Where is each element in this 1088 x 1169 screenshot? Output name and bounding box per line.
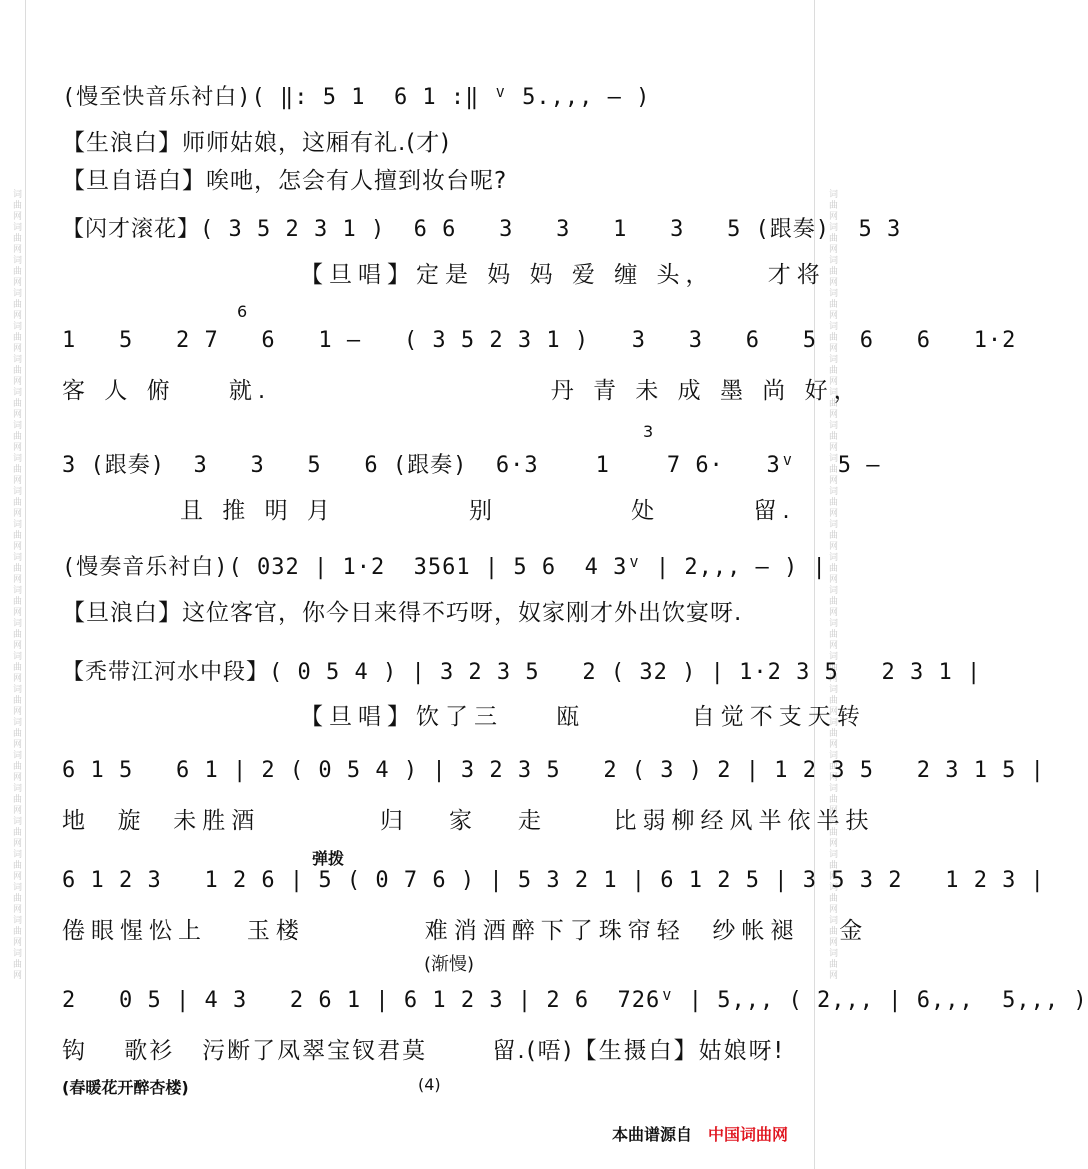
- lyric-line-6: 【旦唱】饮了三 瓯 自觉不支天转: [300, 704, 866, 730]
- grace-note-3: 3: [643, 422, 654, 441]
- grace-note-6: 6: [237, 302, 248, 321]
- spoken-line-3: 【旦浪白】这位客官，你今日来得不巧呀，奴家刚才外出饮宴呀.: [62, 600, 743, 626]
- lyric-line-8: 倦眼惺忪上 玉楼 难消酒醉下了珠帘轻 纱帐褪 金: [62, 918, 869, 944]
- lyric-line-2: 【旦唱】定是 妈 妈 爱 缠 头， 才将: [300, 262, 826, 288]
- tanbo-label: 弹拨: [312, 849, 345, 868]
- notation-line-9: 2 0 5 | 4 3 2 6 1 | 6 1 2 3 | 2 6 726ⱽ | 5,,, ( 2,,, | 6,,, 5,,, ): [62, 988, 1088, 1013]
- lyric-line-4: 且 推 明 月 别 处 留.: [180, 498, 796, 524]
- spoken-line-1: 【生浪白】师师姑娘，这厢有礼.(才): [62, 130, 451, 156]
- notation-line-4: 3 (跟奏) 3 3 5 6 (跟奏) 6·3 1 7 6· 3ⱽ 5 –: [62, 453, 881, 478]
- lyric-line-3: 客 人 俯 就. 丹 青 未 成 墨 尚 好，: [62, 378, 863, 404]
- lyric-line-7: 地 旋 未胜酒 归 家 走 比弱柳经风半依半扶: [62, 808, 875, 834]
- notation-line-5: (慢奏音乐衬白)( 032 | 1·2 3561 | 5 6 4 3ⱽ | 2,,, – ) |: [62, 555, 827, 580]
- lyric-line-9: 钩 歌衫 污断了凤翠宝钗君莫 留.(唔)【生摄白】姑娘呀!: [62, 1038, 785, 1064]
- jianman-label: (渐慢): [424, 954, 475, 975]
- spoken-line-2: 【旦自语白】唉吔，怎会有人擅到妆台呢?: [62, 168, 508, 194]
- score-title: (春暖花开醉杏楼): [62, 1078, 189, 1097]
- source-credit: [612, 1122, 788, 1145]
- notation-line-6: 【秃带江河水中段】( 0 5 4 ) | 3 2 3 5 2 ( 32 ) | 1·2 3 5 2 3 1 |: [62, 660, 982, 685]
- page-number: (4): [418, 1075, 441, 1094]
- source-label: 本曲谱源自: [612, 1125, 693, 1144]
- notation-line-8: 6 1 2 3 1 2 6 | 5 ( 0 7 6 ) | 5 3 2 1 | 6 1 2 5 | 3 5 3 2 1 2 3 |: [62, 868, 1045, 893]
- right-watermark: 词曲网词曲网词曲网词曲网词曲网词曲网词曲网词曲网词曲网词曲网词曲网词曲网词曲网词曲网词曲网词曲网词曲网词曲网词曲网词曲网词曲网词曲网词曲网词曲网: [827, 188, 837, 981]
- source-site-link[interactable]: 中国词曲网: [708, 1125, 789, 1144]
- notation-line-3: 1 5 2 7 6 1 – ( 3 5 2 3 1 ) 3 3 6 5 6 6 1·2: [62, 328, 1017, 353]
- notation-line-7: 6 1 5 6 1 | 2 ( 0 5 4 ) | 3 2 3 5 2 ( 3 ) 2 | 1 2 3 5 2 3 1 5 |: [62, 758, 1045, 783]
- left-watermark: 词曲网词曲网词曲网词曲网词曲网词曲网词曲网词曲网词曲网词曲网词曲网词曲网词曲网词曲网词曲网词曲网词曲网词曲网词曲网词曲网词曲网词曲网词曲网词曲网: [11, 188, 21, 981]
- notation-line-1: (慢至快音乐衬白)( ‖: 5 1 6 1 :‖ ⱽ 5.,,, – ): [62, 85, 651, 110]
- notation-line-2: 【闪才滚花】( 3 5 2 3 1 ) 6 6 3 3 1 3 5 (跟奏) 5 3: [62, 217, 902, 242]
